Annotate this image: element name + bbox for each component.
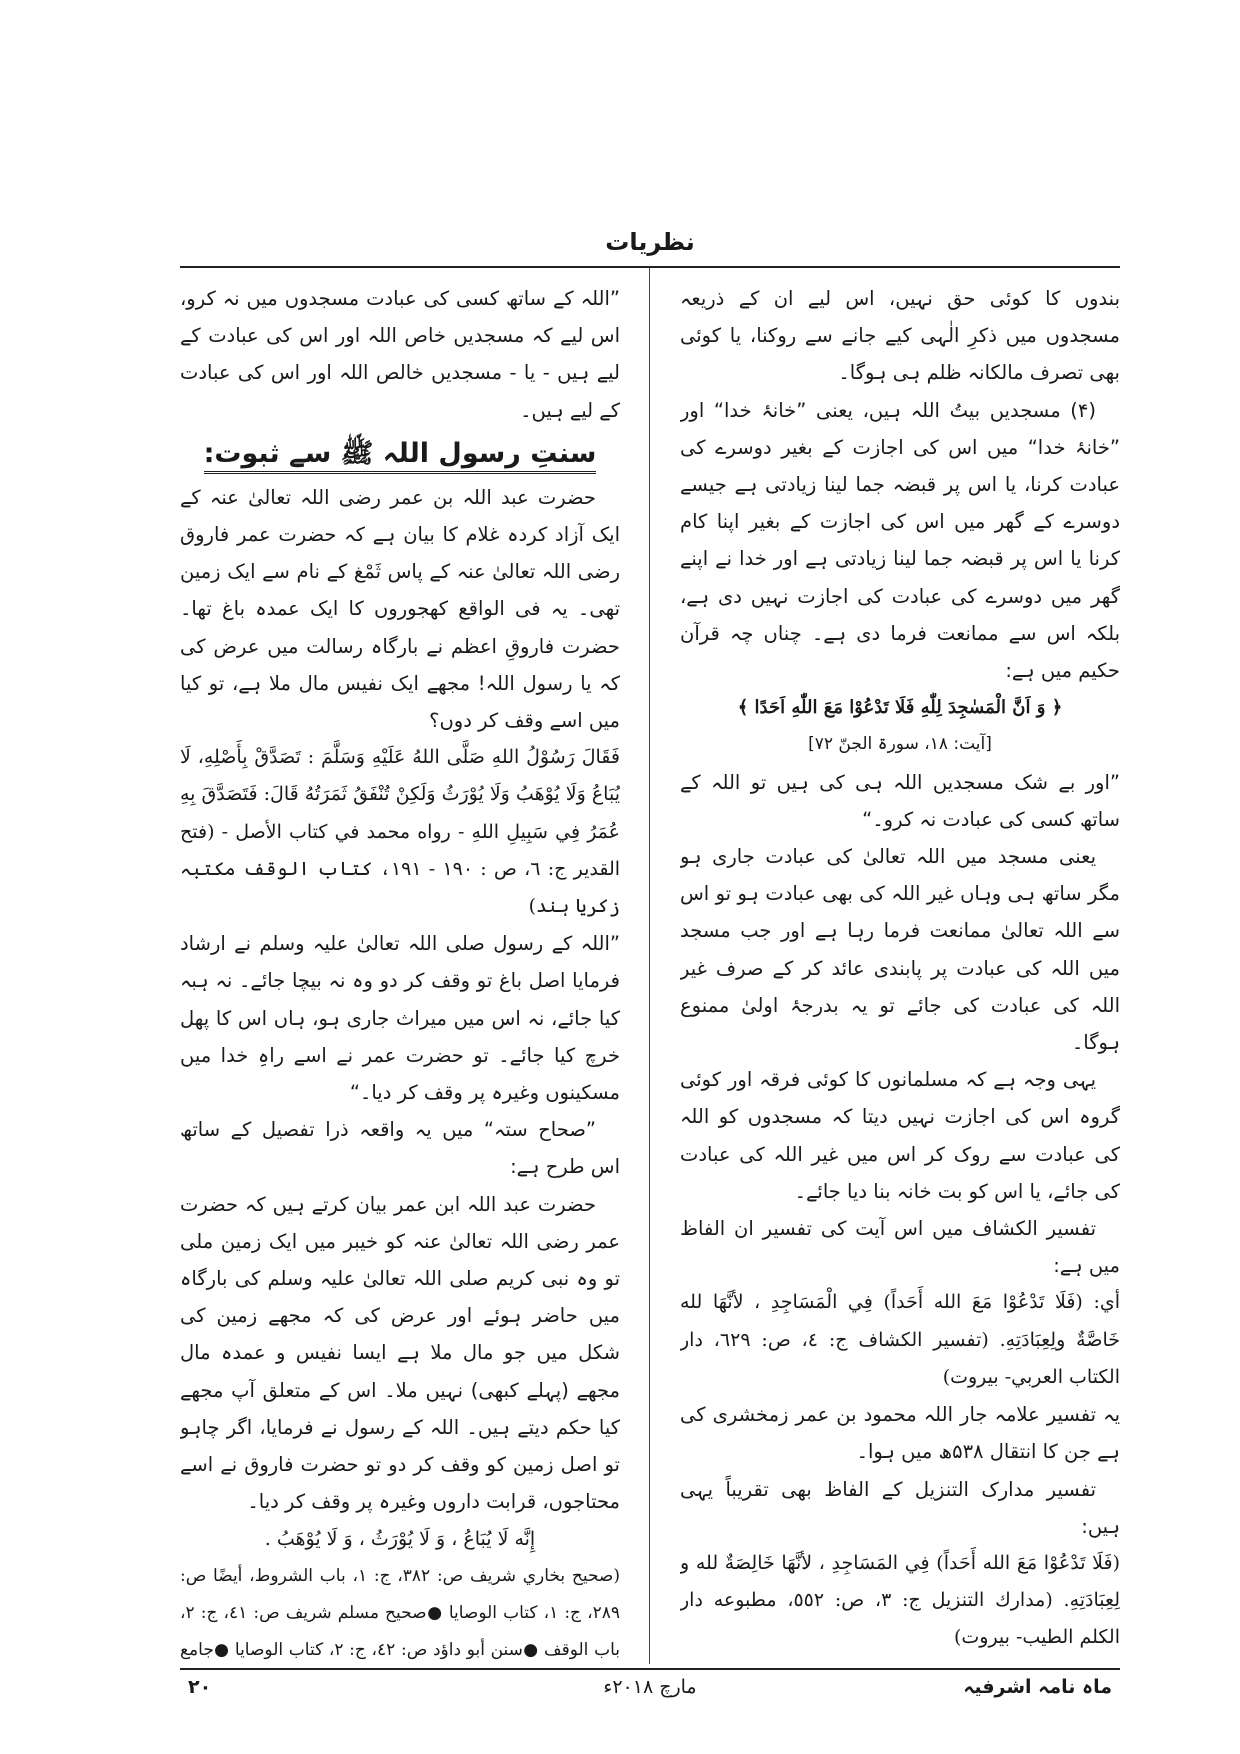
right-column: [680, 280, 1120, 1664]
arabic-hadith: إِنَّه لَا يُبَاعُ ، وَ لَا يُوْرَثُ ، وَ لَا يُوْهَبُ .: [264, 1527, 536, 1550]
paragraph: تفسیر الکشاف میں اس آیت کی تفسیر ان الفاظ میں ہے:: [680, 1217, 1120, 1278]
hadith-translation: ”اللہ کے رسول صلی اللہ تعالیٰ علیہ وسلم نے ارشاد فرمایا اصل باغ تو وقف کر دو وہ نہ بیچا جائے۔ نہ ہبہ کیا جائے، نہ اس میں میراث جاری ہو، ہاں اس کا پھل خرچ کیا جائے۔ تو حضرت عمر نے اسے راہِ خدا میں مسکینوں وغیرہ پر وقف کر دیا۔“: [180, 932, 620, 1105]
verse-reference: [آیت: ۱۸، سورۃ الجنّ ۷۲]: [808, 734, 992, 755]
arabic-quote: أي: (فَلَا تَدْعُوْا مَعَ الله أَحَداً) فِي الْمَسَاجِدِ ، لأنَّهَا لله خَاصَّةٌ ولِعِبَادَتِهِ. (تفسير الكشاف ج: ٤، ص: ٦٢٩، دار الكتاب العربي- بيروت): [680, 1291, 1120, 1388]
paragraph: حضرت عبد اللہ بن عمر رضی اللہ تعالیٰ عنہ کے ایک آزاد کردہ غلام کا بیان ہے کہ حضرت عمر فاروق رضی اللہ تعالیٰ عنہ کے پاس ثَمْغ کے نام سے ایک زمین تھی۔ یہ فی الواقع کھجوروں کا ایک عمدہ باغ تھا۔ حضرت فاروقِ اعظم نے بارگاہ رسالت میں عرض کی کہ یا رسول اللہ! مجھے ایک نفیس مال ملا ہے، تو کیا میں اسے وقف کر دوں؟: [180, 485, 620, 733]
numbered-point: (۴) مسجدیں بیتُ اللہ ہیں، یعنی ”خانۂ خدا“ اور ”خانۂ خدا“ میں اس کی اجازت کے بغیر دوسرے کی عبادت کرنا، یا اس پر قبضہ جما لینا زیادتی ہے جیسے دوسرے کے گھر میں اس کی اجازت کے بغیر اپنا کام کرنا یا اس پر قبضہ جما لینا زیادتی ہے اور خدا نے اپنے گھر میں دوسرے کی عبادت کی اجازت نہیں دی ہے، بلکہ اس سے ممانعت فرما دی ہے۔ چناں چہ قرآن حکیم میں ہے:: [680, 398, 1120, 683]
section-heading: [180, 429, 620, 479]
paragraph: ”صحاح ستہ“ میں یہ واقعہ ذرا تفصیل کے ساتھ اس طرح ہے:: [180, 1118, 620, 1179]
magazine-name: ماہ نامہ اشرفیہ: [963, 1676, 1112, 1698]
page-number: ۲۰: [188, 1676, 212, 1698]
arabic-hadith: فَقَالَ رَسُوْلُ اللهِ صَلَّى اللهُ عَلَيْهِ وَسَلَّمَ : تَصَدَّقْ بِأَصْلِهِ، لَا يُبَاعُ وَلَا يُوْهَبُ وَلَا يُوْرَثُ وَلَكِنْ تُنْفَقُ ثَمَرَتُهُ قَالَ: فَتَصَدَّقَ بِهِ عُمَرُ فِي سَبِيلِ اللهِ - رواه محمد في كتاب الأصل - (فتح القدير ج: ٦، ص : ١٩٠ - ١٩١، کتاب الوقف مکتبہ زکریا ہند): [180, 746, 620, 918]
arabic-quote: (فَلَا تَدْعُوْا مَعَ الله أَحَداً) فِي المَسَاجِدِ ، لأنَّهَا خَالِصَةٌ لله و لِعِبَادَتِهِ. (مدارك التنزيل ج: ٣، ص: ٥٥٢، مطبوعه دار الكلم الطيب- بيروت): [680, 1551, 1120, 1649]
paragraph: یہ تفسیر علامہ جار اللہ محمود بن عمر زمخشری کی ہے جن کا انتقال ۵۳۸ھ میں ہوا۔: [680, 1403, 1120, 1464]
left-column: [180, 280, 620, 1664]
page-header: [180, 220, 1120, 268]
column-divider: [649, 268, 650, 1664]
paragraph: [680, 1657, 1120, 1664]
issue-date: مارچ ۲۰۱۸ء: [603, 1676, 697, 1698]
section-heading-text: سنتِ رسول اللہ ﷺ سے ثبوت:: [204, 438, 597, 474]
paragraph: تفسیر مدارک التنزیل کے الفاظ بھی تقریباً یہی ہیں:: [680, 1477, 1120, 1538]
paragraph: یعنی مسجد میں اللہ تعالیٰ کی عبادت جاری ہو مگر ساتھ ہی وہاں غیر اللہ کی بھی عبادت ہو تو اس سے اللہ تعالیٰ ممانعت فرما رہا ہے اور جب مسجد میں اللہ کی عبادت پر پابندی عائد کر کے صرف غیر اللہ کی عبادت کی جائے تو یہ بدرجۂ اولیٰ ممنوع ہوگا۔: [680, 845, 1120, 1055]
section-title: نظریات: [605, 228, 695, 256]
hadith-references: (صحيح بخاري شريف ص: ٣٨٢، ج: ١، باب الشروط، أيضًا ص: ٢٨٩، ج: ١، كتاب الوصايا ●صحيح مسلم شريف ص: ٤١، ج: ٢، باب الوقف ●سنن أبو داؤد ص: ٤٢، ج: ٢، كتاب الوصايا ●جامع: [180, 1565, 620, 1661]
paragraph: ”اللہ کے ساتھ کسی کی عبادت مسجدوں میں نہ کرو، اس لیے کہ مسجدیں خاص اللہ اور اس کی عبادت کے لیے ہیں - یا - مسجدیں خالص اللہ اور اس کی عبادت کے لیے ہیں۔: [180, 287, 620, 422]
paragraph: یہی وجہ ہے کہ مسلمانوں کا کوئی فرقہ اور کوئی گروہ اس کی اجازت نہیں دیتا کہ مسجدوں کو اللہ کی عبادت سے روک کر اس میں غیر اللہ کی عبادت کی جائے، یا اس کو بت خانہ بنا دیا جائے۔: [680, 1068, 1120, 1203]
quran-verse: ﴿ وَ اَنَّ الْمَسٰجِدَ لِلّٰهِ فَلَا تَدْعُوْا مَعَ اللّٰهِ اَحَدًا ﴾: [737, 697, 1063, 719]
verse-translation: ”اور بے شک مسجدیں اللہ ہی کی ہیں تو اللہ کے ساتھ کسی کی عبادت نہ کرو۔“: [680, 770, 1120, 831]
paragraph: حضرت عبد اللہ ابن عمر بیان کرتے ہیں کہ حضرت عمر رضی اللہ تعالیٰ عنہ کو خیبر میں ایک زمین ملی تو وہ نبی کریم صلی اللہ تعالیٰ علیہ وسلم کی بارگاہ میں حاضر ہوئے اور عرض کی کہ مجھے زمین کی شکل میں جو مال ملا ہے ایسا نفیس و عمدہ مال مجھے (پہلے کبھی) نہیں ملا۔ اس کے متعلق آپ مجھے کیا حکم دیتے ہیں۔ اللہ کے رسول نے فرمایا، اگر چاہو تو اصل زمین کو وقف کر دو تو حضرت فاروق نے اسے محتاجوں، قرابت داروں وغیرہ پر وقف کر دیا۔: [180, 1192, 620, 1514]
page-footer: [180, 1668, 1120, 1706]
paragraph: بندوں کا کوئی حق نہیں، اس لیے ان کے ذریعہ مسجدوں میں ذکرِ الٰہی کیے جانے سے روکنا، یا کوئی بھی تصرف مالکانہ ظلم ہی ہوگا۔: [680, 287, 1120, 385]
